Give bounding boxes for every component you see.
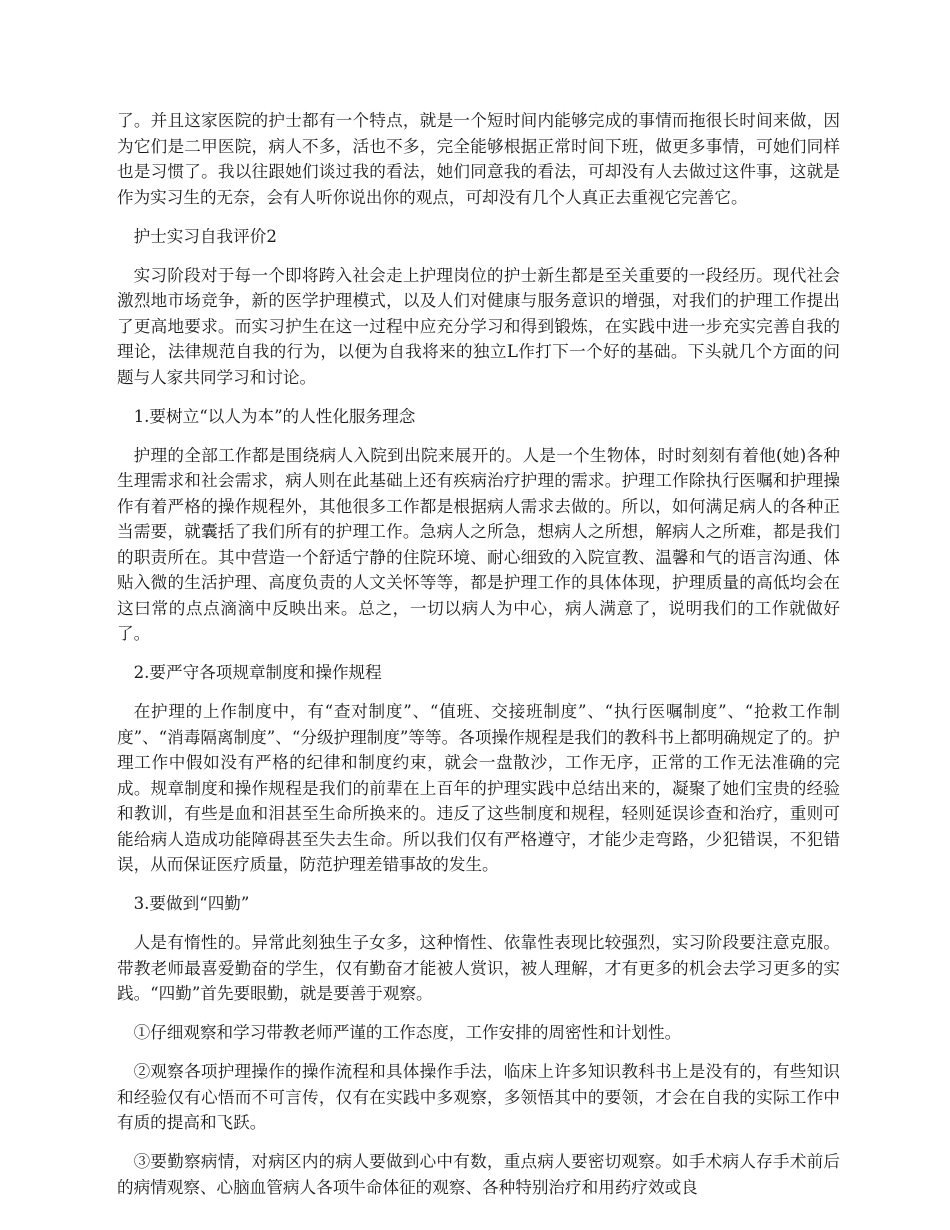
heading-3: 3.要做到“四勤” xyxy=(133,894,250,913)
heading-2: 2.要严守各项规章制度和操作规程 xyxy=(133,663,382,682)
paragraph-overview: 实习阶段对于每一个即将跨入社会走上护理岗位的护士新生都是至关重要的一段经历。现代社会激烈地市场竞争，新的医学护理模式，以及人们对健康与服务意识的增强，对我们的护理工作提出了更高地要求。而实习护生在这一过程中应充分学习和得到锻炼，在实践中进一步充实完善自我的理论，法律规范自我的行为，以便为自我将来的独立L作打下一个好的基础。下头就几个方面的问题与人家共同学习和讨论。 xyxy=(117,265,840,387)
section-title: 护士实习自我评价2 xyxy=(133,226,277,246)
list-item-3: ③要勤察病情，对病区内的病人要做到心中有数，重点病人要密切观察。如手术病人存手术前后的病情观察、心脑血管病人各项牛命体征的观察、各种特别治疗和用药疗效或良 xyxy=(117,1152,840,1197)
paragraph-intro: 了。并且这家医院的护士都有一个特点，就是一个短时间内能够完成的事情而拖很长时间来做，因为它们是二甲医院，病人不多，活也不多，完全能够根据正常时间下班，做更多事情，可她们同样也是习惯了。我以往跟她们谈过我的看法，她们同意我的看法，可却没有人去做过这件事，这就是作为实习生的无奈，会有人听你说出你的观点，可却没有几个人真正去重视它完善它。 xyxy=(117,111,840,207)
document-body xyxy=(117,108,840,1214)
list-item-1: ①仔细观察和学习带教老师严谨的工作态度，工作安排的周密性和计划性。 xyxy=(133,1023,682,1042)
paragraph-3: 人是有惰性的。异常此刻独生子女多，这种惰性、依靠性表现比较强烈，实习阶段要注意克服。带教老师最喜爱勤奋的学生，仅有勤奋才能被人赏识，被人理解，才有更多的机会去学习更多的实践。“四勤”首先要眼勤，就是要善于观察。 xyxy=(117,933,840,1003)
paragraph-2: 在护理的上作制度中，有“查对制度”、“值班、交接班制度”、“执行医嘱制度”、“抢救工作制度”、“消毒隔离制度”、“分级护理制度”等等。各项操作规程是我们的教科书上都明确规定了的。护理工作中假如没有严格的纪律和制度约束，就会一盘散沙，工作无序，正常的工作无法准确的完成。规章制度和操作规程是我们的前辈在上百年的护理实践中总结出来的，凝聚了她们宝贵的经验和教训，有些是血和泪甚至生命所换来的。违反了这些制度和规程，轻则延误诊查和治疗，重则可能给病人造成功能障碍甚至失去生命。所以我们仅有严格遵守，才能少走弯路，少犯错误，不犯错误，从而保证医疗质量，防范护理差错事故的发生。 xyxy=(117,702,840,874)
paragraph-1: 护理的全部工作都是围绕病人入院到出院来展开的。人是一个生物体，时时刻刻有着他(她)各种生理需求和社会需求，病人则在此基础上还有疾病治疗护理的需求。护理工作除执行医嘱和护理操作有着严格的操作规程外，其他很多工作都是根据病人需求去做的。所以，如何满足病人的各种正当需要，就囊括了我们所有的护理工作。急病人之所急，想病人之所想，解病人之所难，都是我们的职责所在。其中营造一个舒适宁静的住院环境、耐心细致的入院宣教、温馨和气的语言沟通、体贴入微的生活护理、高度负责的人文关怀等等，都是护理工作的具体体现，护理质量的高低均会在这曰常的点点滴滴中反映出来。总之，一切以病人为中心，病人满意了，说明我们的工作就做好了。 xyxy=(117,445,840,643)
heading-1: 1.要树立“以人为本”的人性化服务理念 xyxy=(133,406,416,426)
list-item-2: ②观察各项护理操作的操作流程和具体操作手法，临床上许多知识教科书上是没有的，有些知识和经验仅有心悟而不可言传，仅有在实践中多观察，多领悟其中的要领，才会在自我的实际工作中有质的提高和飞跃。 xyxy=(117,1062,840,1132)
